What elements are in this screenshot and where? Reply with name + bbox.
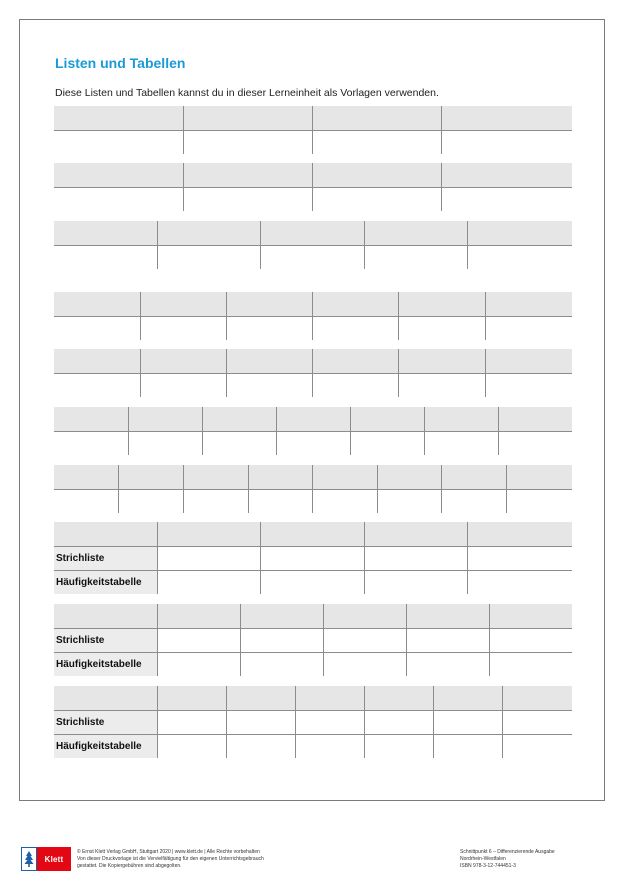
header-cell[interactable] [295, 686, 364, 710]
table-cell[interactable] [157, 245, 260, 269]
table-cell[interactable] [502, 734, 572, 758]
frequency-row [54, 652, 572, 676]
table-header-row [54, 686, 572, 710]
table-cell[interactable] [467, 570, 572, 594]
table-cell[interactable] [202, 431, 276, 455]
table-6col-a [54, 292, 572, 340]
header-cell[interactable] [260, 522, 364, 546]
table-5col [54, 221, 572, 269]
header-cell[interactable] [240, 604, 323, 628]
table-cell[interactable] [260, 245, 364, 269]
table-cell[interactable] [398, 373, 485, 397]
header-cell[interactable] [424, 407, 498, 431]
header-cell[interactable] [118, 465, 183, 489]
table-cell[interactable] [312, 130, 441, 154]
header-cell[interactable] [140, 349, 226, 373]
table-cell[interactable] [183, 130, 312, 154]
header-cell[interactable] [323, 604, 406, 628]
table-cell[interactable] [54, 489, 118, 513]
table-cell[interactable] [157, 628, 240, 652]
table-6col-b [54, 349, 572, 397]
table-cell[interactable] [54, 373, 140, 397]
header-cell[interactable] [502, 686, 572, 710]
table-cell[interactable] [312, 373, 398, 397]
table-cell[interactable] [441, 130, 572, 154]
header-cell[interactable] [364, 221, 467, 245]
table-cell[interactable] [240, 628, 323, 652]
header-cell[interactable] [54, 163, 183, 187]
header-cell[interactable] [54, 349, 140, 373]
table-cell[interactable] [441, 187, 572, 211]
table-header-row [54, 221, 572, 245]
header-cell[interactable] [128, 407, 202, 431]
header-cell[interactable] [54, 292, 140, 316]
frequency-row-label: Häufigkeitstabelle [54, 652, 157, 676]
table-cell[interactable] [506, 489, 572, 513]
table-row [54, 373, 572, 397]
header-cell[interactable] [248, 465, 312, 489]
table-cell[interactable] [54, 130, 183, 154]
header-cell[interactable] [364, 522, 467, 546]
table-8col [54, 465, 572, 513]
table-cell[interactable] [54, 316, 140, 340]
publisher-line: gestattet. Die Kopiergebühren sind abgegolten. [77, 863, 182, 869]
tally-row [54, 710, 572, 734]
header-cell[interactable] [157, 221, 260, 245]
table-cell[interactable] [183, 489, 248, 513]
header-cell[interactable] [183, 465, 248, 489]
table-cell[interactable] [226, 373, 312, 397]
table-cell[interactable] [323, 628, 406, 652]
table-cell[interactable] [441, 489, 506, 513]
table-header-row [54, 163, 572, 187]
header-cell[interactable] [226, 292, 312, 316]
header-cell[interactable] [398, 349, 485, 373]
header-cell[interactable] [485, 292, 572, 316]
table-cell[interactable] [364, 710, 433, 734]
tally-table-8col [54, 686, 572, 758]
book-line: Nordrhein-Westfalen [460, 856, 506, 862]
table-cell[interactable] [183, 187, 312, 211]
table-row [54, 245, 572, 269]
table-cell[interactable] [157, 546, 260, 570]
table-cell[interactable] [406, 652, 489, 676]
table-cell[interactable] [424, 431, 498, 455]
table-cell[interactable] [485, 316, 572, 340]
table-cell[interactable] [226, 316, 312, 340]
header-cell[interactable] [312, 292, 398, 316]
table-cell[interactable] [157, 710, 226, 734]
header-cell[interactable] [226, 686, 295, 710]
table-cell[interactable] [364, 546, 467, 570]
table-header-row [54, 407, 572, 431]
table-cell[interactable] [248, 489, 312, 513]
header-cell[interactable] [276, 407, 350, 431]
table-cell[interactable] [226, 734, 295, 758]
header-cell[interactable] [54, 221, 157, 245]
table-cell[interactable] [489, 652, 572, 676]
klett-logo-text: Klett [37, 847, 71, 871]
header-cell [54, 686, 157, 710]
tally-table-6col [54, 604, 572, 676]
header-cell [54, 604, 157, 628]
table-cell[interactable] [295, 710, 364, 734]
table-cell[interactable] [312, 316, 398, 340]
table-cell[interactable] [364, 570, 467, 594]
table-cell[interactable] [54, 245, 157, 269]
header-cell[interactable] [183, 163, 312, 187]
header-cell[interactable] [433, 686, 502, 710]
header-cell[interactable] [226, 349, 312, 373]
header-cell[interactable] [312, 163, 441, 187]
header-cell[interactable] [377, 465, 441, 489]
header-cell[interactable] [54, 465, 118, 489]
table-row [54, 130, 572, 154]
header-cell[interactable] [202, 407, 276, 431]
table-cell[interactable] [467, 245, 572, 269]
table-cell[interactable] [260, 546, 364, 570]
table-cell[interactable] [128, 431, 202, 455]
publisher-line: Von dieser Druckvorlage ist die Vervielfältigung für den eigenen Unterrichtsgebrauch [77, 856, 264, 862]
header-cell [54, 522, 157, 546]
table-cell[interactable] [140, 316, 226, 340]
intro-text: Diese Listen und Tabellen kannst du in dieser Lerneinheit als Vorlagen verwenden. [55, 87, 439, 99]
header-cell[interactable] [485, 349, 572, 373]
header-cell[interactable] [441, 163, 572, 187]
book-line: Schnittpunkt 6 – Differenzierende Ausgabe [460, 849, 555, 855]
frequency-row-label: Häufigkeitstabelle [54, 734, 157, 758]
table-cell[interactable] [157, 570, 260, 594]
table-7col [54, 407, 572, 455]
table-cell[interactable] [118, 489, 183, 513]
table-cell[interactable] [226, 710, 295, 734]
tally-row [54, 628, 572, 652]
table-cell[interactable] [502, 710, 572, 734]
table-cell[interactable] [433, 710, 502, 734]
tally-row-label: Strichliste [54, 546, 157, 570]
frequency-row-label: Häufigkeitstabelle [54, 570, 157, 594]
publisher-notice [77, 849, 264, 870]
header-cell[interactable] [312, 465, 377, 489]
klett-logo [21, 847, 71, 871]
table-cell[interactable] [157, 652, 240, 676]
table-cell[interactable] [364, 734, 433, 758]
table-cell[interactable] [140, 373, 226, 397]
table-cell[interactable] [276, 431, 350, 455]
table-header-row [54, 604, 572, 628]
header-cell[interactable] [498, 407, 572, 431]
table-cell[interactable] [498, 431, 572, 455]
table-cell[interactable] [54, 431, 128, 455]
table-cell[interactable] [467, 546, 572, 570]
header-cell[interactable] [54, 106, 183, 130]
table-cell[interactable] [489, 628, 572, 652]
header-cell[interactable] [260, 221, 364, 245]
table-cell[interactable] [240, 652, 323, 676]
page-title: Listen und Tabellen [55, 55, 186, 71]
table-header-row [54, 522, 572, 546]
header-cell[interactable] [140, 292, 226, 316]
header-cell[interactable] [489, 604, 572, 628]
tally-table-5col [54, 522, 572, 594]
tally-row-label: Strichliste [54, 628, 157, 652]
table-cell[interactable] [295, 734, 364, 758]
header-cell[interactable] [441, 465, 506, 489]
header-cell[interactable] [467, 221, 572, 245]
table-row [54, 431, 572, 455]
publisher-line: © Ernst Klett Verlag GmbH, Stuttgart 2020 | www.klett.de | Alle Rechte vorbehalten [77, 849, 260, 855]
header-cell[interactable] [157, 522, 260, 546]
header-cell[interactable] [398, 292, 485, 316]
header-cell[interactable] [350, 407, 424, 431]
table-cell[interactable] [406, 628, 489, 652]
header-cell[interactable] [364, 686, 433, 710]
header-cell[interactable] [183, 106, 312, 130]
header-cell[interactable] [506, 465, 572, 489]
table-header-row [54, 349, 572, 373]
table-4col-b [54, 163, 572, 211]
table-cell[interactable] [433, 734, 502, 758]
table-cell[interactable] [398, 316, 485, 340]
table-cell[interactable] [54, 187, 183, 211]
table-row [54, 489, 572, 513]
tally-row-label: Strichliste [54, 710, 157, 734]
header-cell[interactable] [312, 106, 441, 130]
table-cell[interactable] [312, 489, 377, 513]
table-row [54, 187, 572, 211]
header-cell[interactable] [157, 686, 226, 710]
frequency-row [54, 570, 572, 594]
header-cell[interactable] [467, 522, 572, 546]
header-cell[interactable] [54, 407, 128, 431]
tally-row [54, 546, 572, 570]
table-header-row [54, 292, 572, 316]
table-cell[interactable] [364, 245, 467, 269]
table-cell[interactable] [312, 187, 441, 211]
table-header-row [54, 465, 572, 489]
table-cell[interactable] [260, 570, 364, 594]
table-row [54, 316, 572, 340]
klett-tree-icon [21, 847, 37, 871]
table-cell[interactable] [485, 373, 572, 397]
header-cell[interactable] [312, 349, 398, 373]
table-header-row [54, 106, 572, 130]
table-cell[interactable] [323, 652, 406, 676]
table-cell[interactable] [350, 431, 424, 455]
table-cell[interactable] [377, 489, 441, 513]
book-info [460, 849, 555, 870]
book-line: ISBN 978-3-12-744451-3 [460, 863, 516, 869]
header-cell[interactable] [441, 106, 572, 130]
header-cell[interactable] [406, 604, 489, 628]
table-cell[interactable] [157, 734, 226, 758]
header-cell[interactable] [157, 604, 240, 628]
frequency-row [54, 734, 572, 758]
table-4col-a [54, 106, 572, 154]
